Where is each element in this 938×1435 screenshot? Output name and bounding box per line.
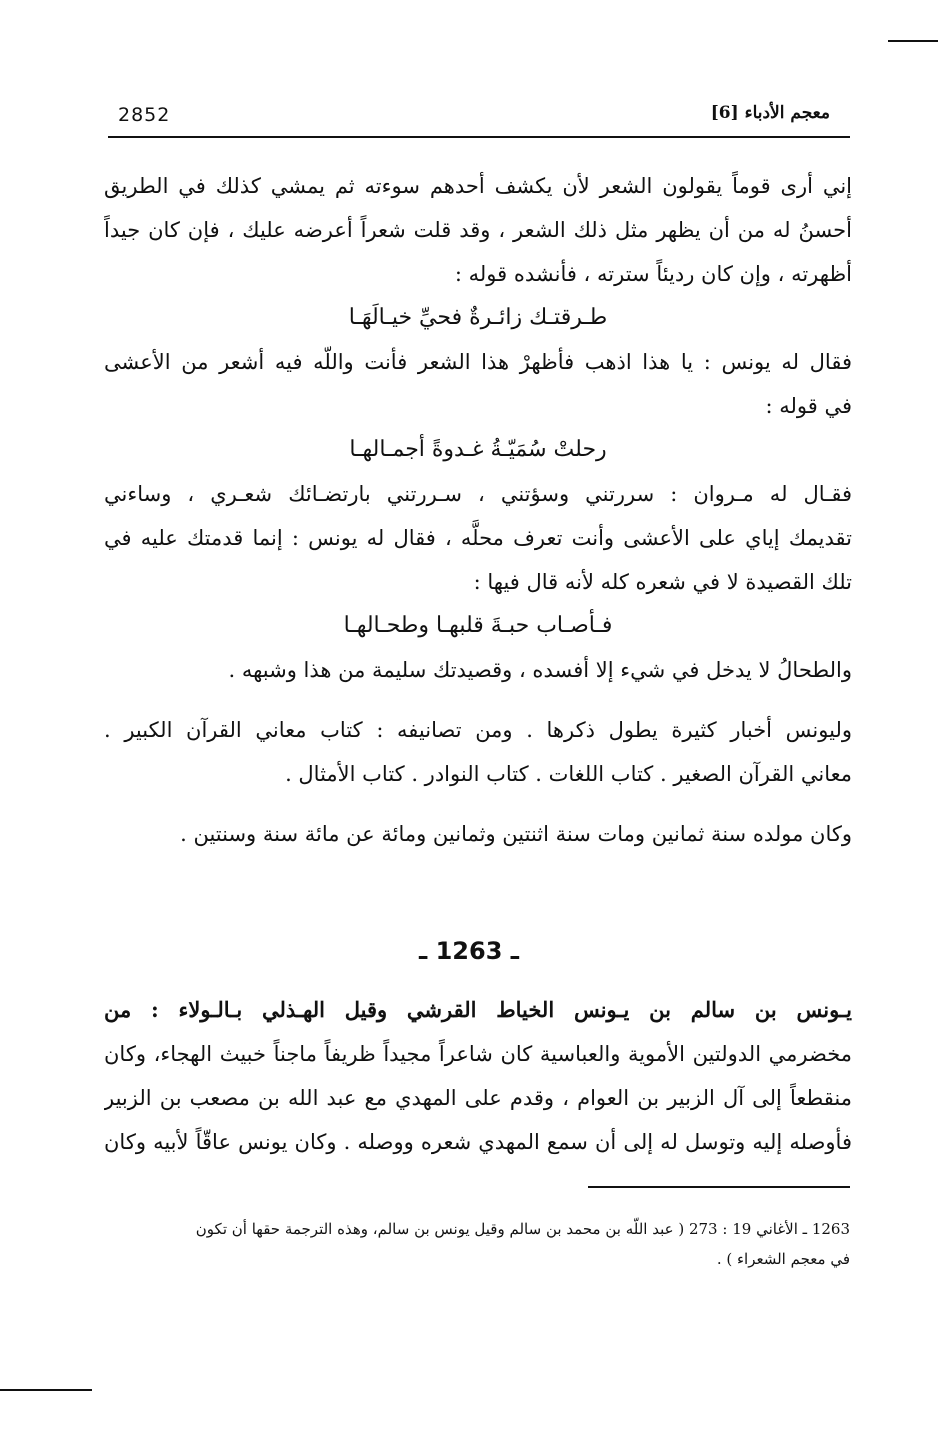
header-rule	[108, 136, 850, 138]
footnote-line: 1263 ـ الأغاني 19 : 273 ( عبد اللّه بن محمد بن سالم وقيل يونس بن سالم، وهذه الترجمة حقها أن تكون	[195, 1220, 850, 1238]
paragraph-gap	[104, 796, 852, 812]
entry-number: ـ 1263 ـ	[419, 937, 519, 965]
entry-text	[104, 988, 852, 1164]
body-line: تقديمك إياي على الأعشى وأنت تعرف محلَّه ، فقال له يونس : إنما قدمتك عليه في	[104, 526, 852, 550]
body-line: في قوله :	[765, 394, 852, 418]
footnote-rule	[588, 1186, 850, 1188]
running-head: معجم الأدباء [6]	[710, 103, 830, 123]
main-text	[104, 164, 852, 856]
body-line: أظهرته ، وإن كان رديئاً سترته ، فأنشده قوله :	[454, 262, 852, 286]
entry-line: فأوصله إليه وتوسل له إلى أن سمع المهدي شعره ووصله . وكان يونس عاقّاً لأبيه وكان	[104, 1130, 852, 1154]
verse-line: طـرقتـك زائـرةٌ فحيِّ خيـالَهَـا	[348, 305, 608, 330]
body-line: أحسنُ له من أن يظهر مثل ذلك الشعر ، وقد قلت شعراً أعرضه عليك ، فإن كان جيداً	[104, 218, 852, 242]
entry-line: يـونس بن سالم بن يـونس الخياط القرشي وقيل الهـذلي بـالـولاء : من	[104, 997, 852, 1022]
page-number: 2852	[118, 104, 171, 126]
footnote	[106, 1214, 850, 1274]
body-line: فقال له يونس : يا هذا اذهب فأظهرْ هذا الشعر فأنت واللّه فيه أشعر من الأعشى	[104, 350, 852, 374]
body-line: معاني القرآن الصغير . كتاب اللغات . كتاب النوادر . كتاب الأمثال .	[285, 762, 852, 786]
body-line: تلك القصيدة لا في شعره كله لأنه قال فيها :	[473, 570, 852, 594]
body-line: والطحالُ لا يدخل في شيء إلا أفسده ، وقصيدتك سليمة من هذا وشبهه .	[228, 658, 852, 682]
paragraph-gap	[104, 692, 852, 708]
verse-line: فـأصـاب حبـةَ قلبهـا وطحـالهـا	[343, 613, 613, 638]
verse-line: رحلتْ سُمَيّـةُ غـدوةً أجمـالهـا	[349, 437, 607, 462]
page-edge-mark-top	[888, 40, 938, 42]
body-line: فقـال له مـروان : سررتني وسؤتني ، سـررتني بارتضـائك شعـري ، وساءني	[104, 482, 852, 506]
body-line: وليونس أخبار كثيرة يطول ذكرها . ومن تصانيفه : كتاب معاني القرآن الكبير .	[104, 718, 852, 742]
body-line: إني أرى قوماً يقولون الشعر لأن يكشف أحدهم سوءته ثم يمشي كذلك في الطريق	[104, 174, 852, 198]
entry-line: منقطعاً إلى آل الزبير بن العوام ، وقدم على المهدي مع عبد الله بن مصعب بن الزبير	[104, 1086, 852, 1110]
entry-line: مخضرمي الدولتين الأموية والعباسية كان شاعراً مجيداً ظريفاً ماجناً خبيث الهجاء، وكان	[104, 1042, 852, 1066]
body-line: وكان مولده سنة ثمانين ومات سنة اثنتين وثمانين ومائة عن مائة سنة وسنتين .	[180, 822, 852, 846]
page-edge-mark-bottom	[0, 1389, 92, 1391]
footnote-line: في معجم الشعراء ) .	[716, 1250, 850, 1268]
